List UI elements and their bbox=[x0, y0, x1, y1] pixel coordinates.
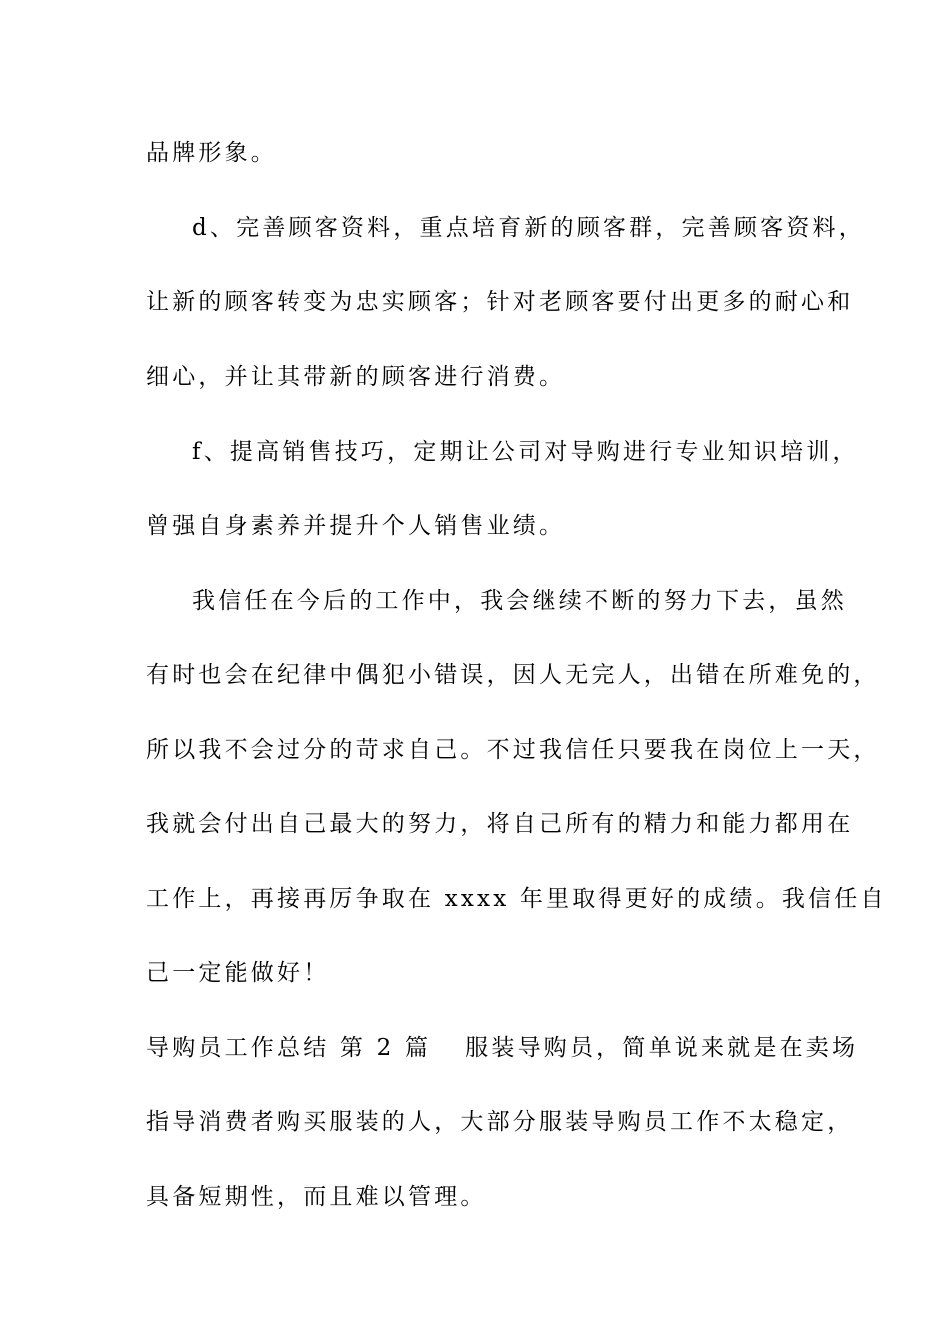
section-heading: 导购员工作总结 第 2 篇 bbox=[146, 1035, 432, 1061]
paragraph-line: 己一定能做好！ bbox=[146, 960, 330, 986]
paragraph-line: 有时也会在纪律中偶犯小错误，因人无完人，出错在所难免的， bbox=[146, 662, 880, 688]
paragraph-line: 品牌形象。 bbox=[146, 140, 277, 166]
paragraph-line: 工作上，再接再厉争取在 xxxx 年里取得更好的成绩。我信任自 bbox=[146, 886, 887, 912]
paragraph-line: 细心，并让其带新的顾客进行消费。 bbox=[146, 364, 566, 390]
paragraph-line: f、提高销售技巧，定期让公司对导购进行专业知识培训， bbox=[192, 439, 859, 465]
paragraph-line: 具备短期性，而且难以管理。 bbox=[146, 1184, 487, 1210]
paragraph-line: 我就会付出自己最大的努力，将自己所有的精力和能力都用在 bbox=[146, 811, 854, 837]
paragraph-line: d、完善顾客资料，重点培育新的顾客群，完善顾客资料， bbox=[192, 215, 865, 241]
paragraph-text: 服装导购员，简单说来就是在卖场 bbox=[465, 1035, 859, 1061]
paragraph-line: 我信任在今后的工作中，我会继续不断的努力下去，虽然 bbox=[192, 588, 847, 614]
paragraph-line: 所以我不会过分的苛求自己。不过我信任只要我在岗位上一天， bbox=[146, 737, 880, 763]
paragraph-line: 指导消费者购买服装的人，大部分服装导购员工作不太稳定， bbox=[146, 1109, 854, 1135]
paragraph-line: 让新的顾客转变为忠实顾客；针对老顾客要付出更多的耐心和 bbox=[146, 289, 854, 315]
paragraph-line: 曾强自身素养并提升个人销售业绩。 bbox=[146, 513, 566, 539]
heading-line bbox=[146, 1033, 859, 1063]
